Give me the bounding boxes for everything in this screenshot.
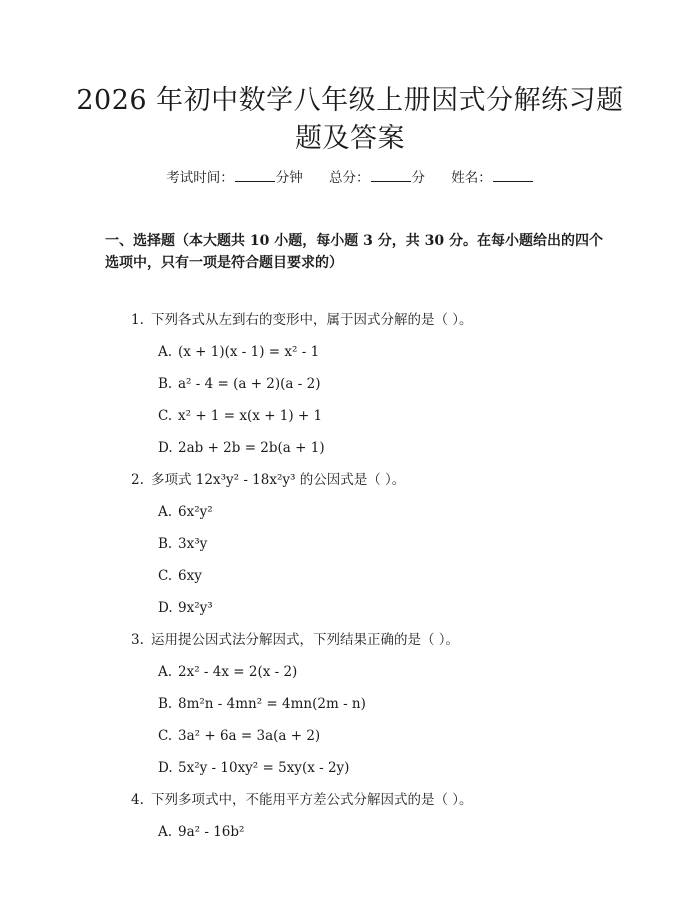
option-text: 6x²y²: [178, 504, 213, 520]
option-text: 3x³y: [178, 536, 208, 552]
question-3: [131, 630, 459, 650]
option-text: 2ab + 2b = 2b(a + 1): [178, 440, 325, 456]
option-text: a² - 4 = (a + 2)(a - 2): [178, 376, 321, 392]
option-letter: D.: [158, 600, 173, 616]
option-text: (x + 1)(x - 1) = x² - 1: [178, 344, 320, 360]
option-letter: B.: [158, 376, 173, 392]
exam-time-blank: [235, 168, 275, 182]
total-score-blank: [371, 168, 411, 182]
option-text: 2x² - 4x = 2(x - 2): [178, 664, 298, 680]
option-text: 9a² - 16b²: [178, 824, 245, 840]
question-3-option-c: [158, 726, 320, 746]
question-text: 运用提公因式法分解因式，下列结果正确的是（ ）。: [151, 632, 460, 648]
question-4-option-a: [158, 822, 244, 842]
question-text: 下列各式从左到右的变形中，属于因式分解的是（ ）。: [151, 312, 473, 328]
option-letter: A.: [158, 824, 173, 840]
option-text: 8m²n - 4mn² = 4mn(2m - n): [178, 696, 366, 712]
option-text: x² + 1 = x(x + 1) + 1: [178, 408, 323, 424]
question-1-option-b: [158, 374, 320, 394]
question-3-option-b: [158, 694, 366, 714]
question-2-option-c: [158, 566, 202, 586]
option-letter: C.: [158, 728, 173, 744]
question-2: [131, 470, 405, 490]
option-letter: D.: [158, 760, 173, 776]
question-number: 2.: [131, 472, 144, 488]
student-name-blank: [493, 168, 533, 182]
question-3-option-d: [158, 758, 349, 778]
question-2-option-b: [158, 534, 207, 554]
option-letter: B.: [158, 696, 173, 712]
question-2-option-a: [158, 502, 213, 522]
question-1-option-c: [158, 406, 322, 426]
question-2-option-d: [158, 598, 213, 618]
student-name-label: 姓名：: [451, 170, 492, 186]
exam-time-unit: 分钟: [275, 170, 303, 186]
student-name-field: [451, 168, 534, 188]
option-letter: A.: [158, 504, 173, 520]
option-text: 3a² + 6a = 3a(a + 2): [178, 728, 321, 744]
option-text: 6xy: [178, 568, 202, 584]
question-number: 4.: [131, 792, 144, 808]
question-text: 多项式 12x³y² - 18x²y³ 的公因式是（ ）。: [151, 472, 406, 488]
total-score-unit: 分: [411, 170, 425, 186]
total-score-field: [329, 168, 425, 188]
option-letter: A.: [158, 664, 173, 680]
exam-time-label: 考试时间：: [166, 170, 234, 186]
question-3-option-a: [158, 662, 297, 682]
option-letter: A.: [158, 344, 173, 360]
total-score-label: 总分：: [329, 170, 370, 186]
page-title: 2026 年初中数学八年级上册因式分解练习题: [76, 85, 624, 116]
option-text: 9x²y³: [178, 600, 213, 616]
exam-info-bar: [0, 168, 700, 188]
question-text: 下列多项式中，不能用平方差公式分解因式的是（ ）。: [151, 792, 473, 808]
option-letter: C.: [158, 568, 173, 584]
question-number: 3.: [131, 632, 144, 648]
question-number: 1.: [131, 312, 144, 328]
question-1-option-d: [158, 438, 325, 458]
option-letter: C.: [158, 408, 173, 424]
option-letter: B.: [158, 536, 173, 552]
option-letter: D.: [158, 440, 173, 456]
question-4: [131, 790, 473, 810]
page-title-continued: 题及答案: [295, 123, 405, 154]
question-1-option-a: [158, 342, 319, 362]
option-text: 5x²y - 10xy² = 5xy(x - 2y): [178, 760, 350, 776]
question-1: [131, 310, 473, 330]
section-heading: 一、选择题（本大题共 10 小题，每小题 3 分，共 30 分。在每小题给出的四个选项中，只有一项是符合题目要求的）: [105, 233, 603, 271]
exam-time-field: [166, 168, 303, 188]
